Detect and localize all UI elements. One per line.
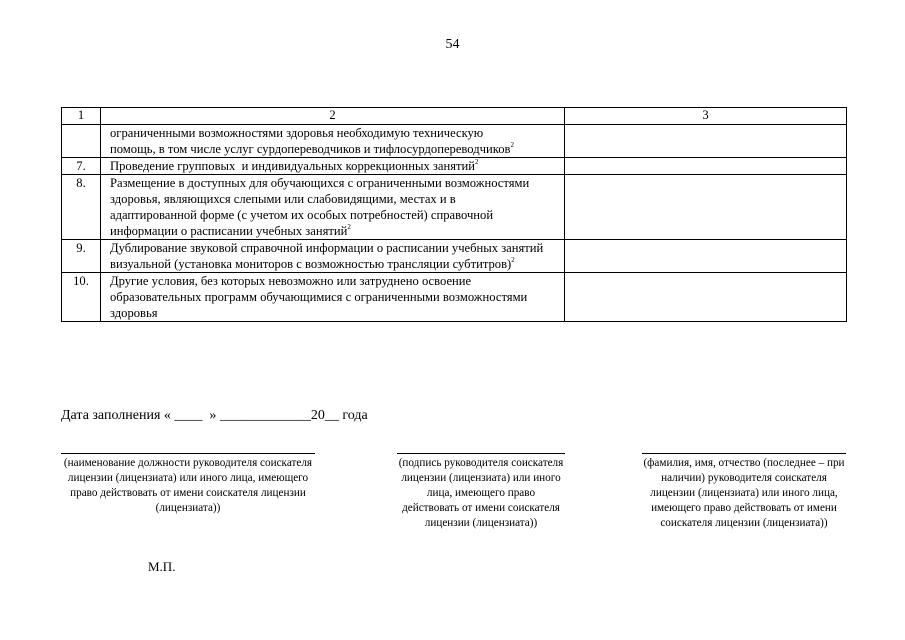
header-cell-1: 1 <box>62 108 101 125</box>
row-text-content: ограниченными возможностями здоровья необходимую техническую помощь, в том числе услуг сурдопереводчиков и тифлосурдопереводчиков <box>110 126 511 156</box>
signature-block-name <box>642 453 846 531</box>
row-number: 9. <box>62 240 101 273</box>
conditions-table <box>61 107 847 322</box>
row-text <box>101 175 565 240</box>
row-text <box>101 273 565 322</box>
signature-caption: (фамилия, имя, отчество (последнее – при наличии) руководителя соискателя лицензии (лицензиата) или иного лица, имеющего право действовать от имени соискателя лицензии (лицензиата)) <box>643 457 845 529</box>
stamp-label: М.П. <box>148 559 176 574</box>
table-row <box>62 175 847 240</box>
footnote-mark: 2 <box>347 223 351 231</box>
row-number: 10. <box>62 273 101 322</box>
fill-date-line: Дата заполнения « ____ » _____________20__ года <box>61 408 368 423</box>
signature-caption: (наименование должности руководителя соискателя лицензии (лицензиата) или иного лица, имеющего право действовать от имени соискателя лицензии (лицензиата)) <box>63 457 313 514</box>
signature-caption: (подпись руководителя соискателя лицензии (лицензиата) или иного лица, имеющего право действовать от имени соискателя лицензии (лицензиата)) <box>398 457 564 529</box>
footnote-mark: 2 <box>475 158 479 166</box>
row-text <box>101 240 565 273</box>
table-row <box>62 125 847 158</box>
row-text-content: Другие условия, без которых невозможно или затруднено освоение образовательных программ обучающимися с ограниченными возможностями здоровья <box>110 274 528 320</box>
header-cell-3: 3 <box>565 108 847 125</box>
row-value-cell <box>565 175 847 240</box>
signature-block-position <box>61 453 315 516</box>
page-number: 54 <box>445 37 460 52</box>
signature-rule <box>61 453 315 454</box>
signature-block-signature <box>397 453 565 531</box>
header-cell-2: 2 <box>101 108 565 125</box>
row-number: 7. <box>62 158 101 175</box>
row-value-cell <box>565 158 847 175</box>
table-header-row <box>62 108 847 125</box>
row-text <box>101 158 565 175</box>
row-value-cell <box>565 273 847 322</box>
row-text-content: Размещение в доступных для обучающихся с ограниченными возможностями здоровья, являющихся слепыми или слабовидящими, местах и в адаптированной форме (с учетом их особых потребностей) справочной информации о расписании учебных занятий <box>110 176 530 238</box>
row-text-content: Проведение групповых и индивидуальных коррекционных занятий <box>110 159 476 173</box>
table-row <box>62 273 847 322</box>
row-value-cell <box>565 125 847 158</box>
signature-rule <box>397 453 565 454</box>
table-row <box>62 158 847 175</box>
row-number: 8. <box>62 175 101 240</box>
footnote-mark: 2 <box>511 256 515 264</box>
row-text-content: Дублирование звуковой справочной информации о расписании учебных занятий визуальной (установка мониторов с возможностью трансляции субтитров) <box>110 241 544 271</box>
row-number <box>62 125 101 158</box>
row-text <box>101 125 565 158</box>
table-row <box>62 240 847 273</box>
footnote-mark: 2 <box>510 141 514 149</box>
row-value-cell <box>565 240 847 273</box>
signature-rule <box>642 453 846 454</box>
